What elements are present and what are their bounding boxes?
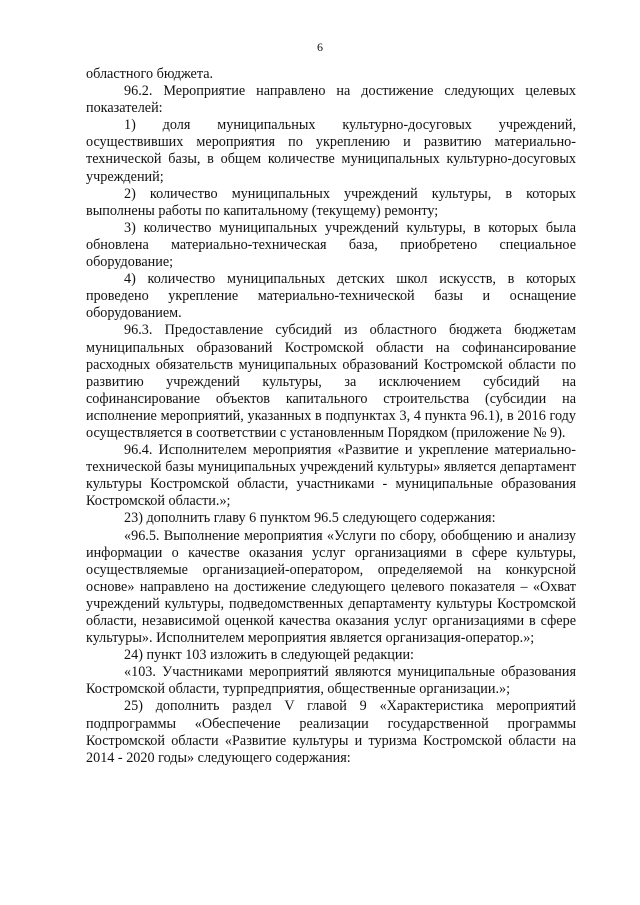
paragraph-item-25: 25) дополнить раздел V главой 9 «Характеристика мероприятий подпрограммы «Обеспечение реализации государственной программы Костромской области «Развитие культуры и туризма Костромской области на 2014 - 2020 годы» следующего содержания: [86, 698, 576, 766]
list-item-2: 2) количество муниципальных учреждений культуры, в которых выполнены работы по капитальному (текущему) ремонту; [86, 185, 576, 219]
paragraph-96-4: 96.4. Исполнителем мероприятия «Развитие и укрепление материально-технической базы муниципальных учреждений культуры» является департамент культуры Костромской области, участниками - муниципальные образования Костромской области.»; [86, 442, 576, 510]
paragraph-budget-end: областного бюджета. [86, 66, 214, 82]
list-item-4: 4) количество муниципальных детских школ искусств, в которых проведено укрепление материально-технической базы и оснащение оборудованием. [86, 271, 576, 322]
paragraph-96-2: 96.2. Мероприятие направлено на достижение следующих целевых показателей: [86, 83, 576, 117]
document-body [86, 66, 576, 767]
paragraph-96-3: 96.3. Предоставление субсидий из областного бюджета бюджетам муниципальных образований Костромской области на софинансирование расходных обязательств муниципальных образований Костромской области по развитию учреждений культуры, за исключением субсидий на софинансирование объектов капитального строительства (субсидии на исполнение мероприятий, указанных в подпунктах 3, 4 пункта 96.1), в 2016 году осуществляется в соответствии с установленным Порядком (приложение № 9). [86, 322, 576, 441]
list-item-3: 3) количество муниципальных учреждений культуры, в которых была обновлена материально-техническая база, приобретено специальное оборудование; [86, 219, 576, 271]
list-item-1: 1) доля муниципальных культурно-досуговых учреждений, осуществивших мероприятия по укреплению и развитию материально-технической базы, в общем количестве муниципальных культурно-досуговых учреждений; [86, 117, 576, 185]
page-number: 6 [317, 40, 323, 54]
paragraph-item-23: 23) дополнить главу 6 пунктом 96.5 следующего содержания: [124, 510, 496, 527]
paragraph-96-5: «96.5. Выполнение мероприятия «Услуги по сбору, обобщению и анализу информации о качестве оказания услуг организациями в сфере культуры, осуществляемые организацией-оператором, определяемой на конкурсной основе» направлено на достижение следующего целевого показателя – «Охват учреждений культуры, подведомственных департаменту культуры Костромской области, независимой оценкой качества оказания услуг организациями в сфере культуры». Исполнителем мероприятия является организация-оператор.»; [86, 527, 576, 647]
paragraph-item-24: 24) пункт 103 изложить в следующей редакции: [124, 647, 414, 664]
paragraph-103: «103. Участниками мероприятий являются муниципальные образования Костромской области, турпредприятия, общественные организации.»; [86, 664, 576, 698]
